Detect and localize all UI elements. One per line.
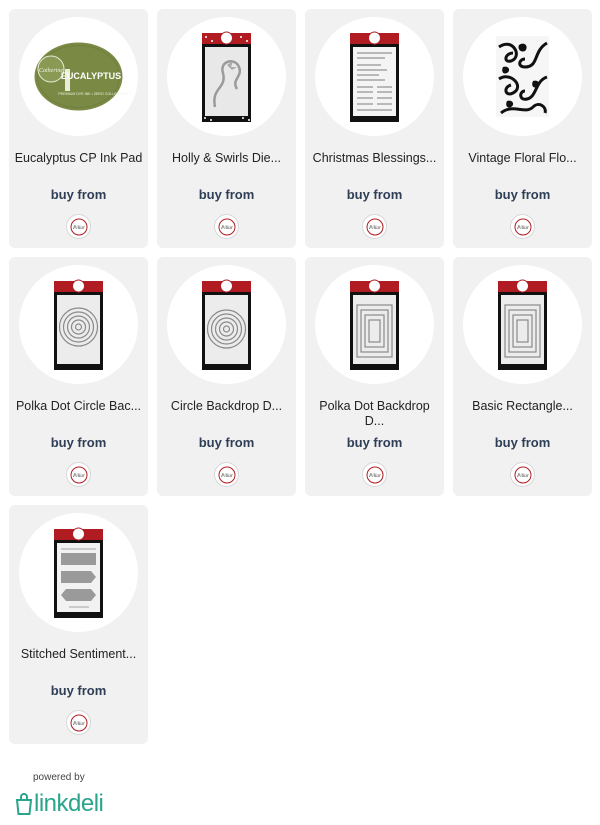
rectangle-die-icon	[463, 265, 582, 384]
product-title[interactable]: Circle Backdrop D...	[170, 399, 283, 413]
product-card[interactable]	[453, 257, 592, 496]
product-thumbnail[interactable]	[315, 265, 434, 384]
buy-from-link[interactable]: buy from	[494, 435, 551, 450]
store-logo-icon[interactable]	[510, 214, 535, 239]
store-logo-icon[interactable]	[214, 462, 239, 487]
product-title[interactable]: Polka Dot Backdrop D...	[319, 399, 430, 428]
circle-die-icon	[167, 265, 286, 384]
product-title[interactable]: Christmas Blessings...	[312, 151, 437, 165]
buy-from-link[interactable]: buy from	[198, 435, 255, 450]
product-card[interactable]	[305, 9, 444, 248]
svg-text:Pillar: Pillar	[72, 473, 85, 479]
store-logo-icon[interactable]	[510, 462, 535, 487]
buy-from-link[interactable]: buy from	[198, 187, 255, 202]
buy-from-link[interactable]: buy from	[50, 187, 107, 202]
shopping-bag-icon	[14, 792, 34, 816]
svg-text:Pillar: Pillar	[72, 225, 85, 231]
store-logo-icon[interactable]	[66, 214, 91, 239]
product-thumbnail[interactable]	[19, 265, 138, 384]
linkdeli-wordmark: linkdeli	[34, 790, 104, 817]
svg-text:Catherine: Catherine	[39, 68, 63, 74]
powered-by-text: powered by	[33, 772, 85, 783]
product-card[interactable]	[157, 257, 296, 496]
product-thumbnail[interactable]	[19, 17, 138, 136]
rectangle-die-icon	[315, 265, 434, 384]
product-title[interactable]: Basic Rectangle...	[472, 399, 573, 413]
ink-pad-sublabel: PREMIUM DYE INK • ZERO COLLECTION	[58, 92, 128, 96]
product-thumbnail[interactable]	[19, 513, 138, 632]
stitched-die-icon	[19, 513, 138, 632]
svg-text:Pillar: Pillar	[368, 225, 381, 231]
product-title[interactable]: Vintage Floral Flo...	[468, 151, 577, 165]
svg-text:Pillar: Pillar	[220, 473, 233, 479]
store-logo-icon[interactable]	[362, 214, 387, 239]
svg-text:Pillar: Pillar	[368, 473, 381, 479]
svg-text:Pillar: Pillar	[516, 225, 529, 231]
store-logo-icon[interactable]	[362, 462, 387, 487]
svg-text:Pillar: Pillar	[72, 721, 85, 727]
store-logo-icon[interactable]	[214, 214, 239, 239]
product-card[interactable]	[157, 9, 296, 248]
buy-from-link[interactable]: buy from	[346, 435, 403, 450]
product-title[interactable]: Eucalyptus CP Ink Pad	[14, 151, 143, 165]
buy-from-link[interactable]: buy from	[50, 435, 107, 450]
product-thumbnail[interactable]	[463, 265, 582, 384]
buy-from-link[interactable]: buy from	[50, 683, 107, 698]
store-logo-icon[interactable]	[66, 462, 91, 487]
product-thumbnail[interactable]	[167, 265, 286, 384]
svg-text:Pillar: Pillar	[516, 473, 529, 479]
product-thumbnail[interactable]	[315, 17, 434, 136]
floral-folder-icon	[463, 17, 582, 136]
die-package-icon	[167, 17, 286, 136]
product-thumbnail[interactable]	[463, 17, 582, 136]
product-card[interactable]	[305, 257, 444, 496]
product-title[interactable]: Holly & Swirls Die...	[171, 151, 282, 165]
ink-pad-label: EUCALYPTUS	[60, 71, 122, 81]
product-card[interactable]	[453, 9, 592, 248]
buy-from-link[interactable]: buy from	[494, 187, 551, 202]
store-logo-icon[interactable]	[66, 710, 91, 735]
product-card[interactable]	[9, 257, 148, 496]
product-title[interactable]: Stitched Sentiment...	[20, 647, 137, 661]
product-card[interactable]	[9, 505, 148, 744]
linkdeli-logo[interactable]	[14, 790, 103, 818]
ink-pad-icon	[19, 17, 138, 136]
circle-die-icon	[19, 265, 138, 384]
buy-from-link[interactable]: buy from	[346, 187, 403, 202]
product-card[interactable]	[9, 9, 148, 248]
product-thumbnail[interactable]	[167, 17, 286, 136]
stamp-package-icon	[315, 17, 434, 136]
svg-text:Pillar: Pillar	[220, 225, 233, 231]
product-title[interactable]: Polka Dot Circle Bac...	[15, 399, 142, 413]
